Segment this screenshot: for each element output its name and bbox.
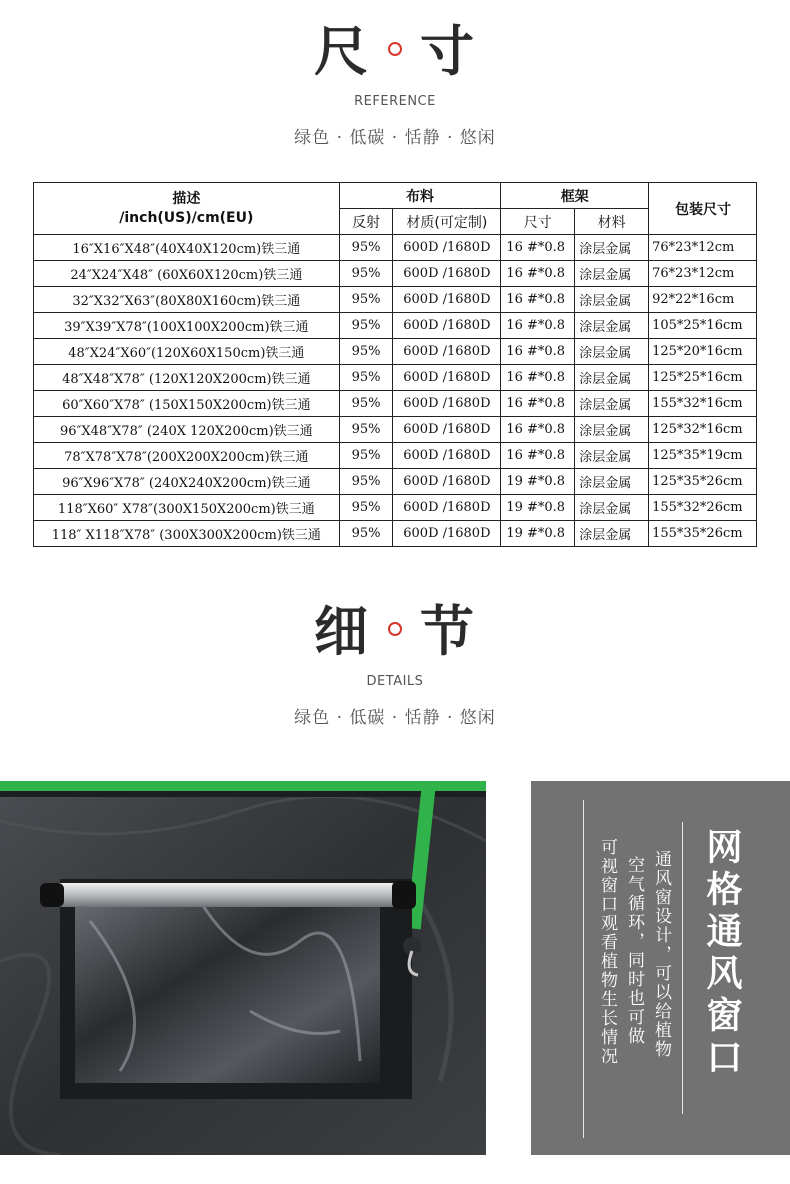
cell-description: 96″X48″X78″ (240X 120X200cm)铁三通 bbox=[34, 417, 340, 443]
cell-material: 600D /1680D bbox=[393, 313, 501, 339]
cell-frame-size: 19 #*0.8 bbox=[501, 521, 575, 547]
cell-reflect: 95% bbox=[339, 339, 393, 365]
cell-material: 600D /1680D bbox=[393, 521, 501, 547]
header-fabric: 布料 bbox=[339, 183, 501, 209]
cell-frame-material: 涂层金属 bbox=[575, 495, 649, 521]
cell-frame-material: 涂层金属 bbox=[575, 235, 649, 261]
cell-frame-size: 16 #*0.8 bbox=[501, 235, 575, 261]
panel-divider-right bbox=[682, 822, 683, 1114]
spec-table-body bbox=[34, 235, 757, 547]
table-row bbox=[34, 313, 757, 339]
cell-reflect: 95% bbox=[339, 261, 393, 287]
size-spec-table bbox=[33, 182, 757, 547]
title-char-right: 寸 bbox=[420, 20, 476, 83]
vent-window-photo bbox=[0, 781, 486, 1155]
header-description-units: /inch(US)/cm(EU) bbox=[119, 209, 254, 226]
cell-package-size: 125*35*19cm bbox=[649, 443, 757, 469]
title-char-left: 细 bbox=[314, 600, 370, 663]
table-row bbox=[34, 391, 757, 417]
cell-description: 78″X78″X78″(200X200X200cm)铁三通 bbox=[34, 443, 340, 469]
cell-material: 600D /1680D bbox=[393, 235, 501, 261]
cell-frame-material: 涂层金属 bbox=[575, 365, 649, 391]
details-heading bbox=[0, 602, 790, 728]
cell-reflect: 95% bbox=[339, 235, 393, 261]
cell-package-size: 155*32*26cm bbox=[649, 495, 757, 521]
cell-frame-material: 涂层金属 bbox=[575, 261, 649, 287]
cell-reflect: 95% bbox=[339, 521, 393, 547]
cell-material: 600D /1680D bbox=[393, 365, 501, 391]
header-frame-material: 材料 bbox=[575, 209, 649, 235]
section-slogan: 绿色 · 低碳 · 恬静 · 悠闲 bbox=[294, 708, 496, 728]
cell-frame-size: 16 #*0.8 bbox=[501, 287, 575, 313]
section-title bbox=[0, 602, 790, 662]
cell-frame-material: 涂层金属 bbox=[575, 287, 649, 313]
cell-package-size: 76*23*12cm bbox=[649, 235, 757, 261]
cell-material: 600D /1680D bbox=[393, 469, 501, 495]
cell-description: 60″X60″X78″ (150X150X200cm)铁三通 bbox=[34, 391, 340, 417]
cell-frame-material: 涂层金属 bbox=[575, 391, 649, 417]
cell-reflect: 95% bbox=[339, 313, 393, 339]
table-row bbox=[34, 235, 757, 261]
cell-package-size: 125*32*16cm bbox=[649, 417, 757, 443]
cell-package-size: 105*25*16cm bbox=[649, 313, 757, 339]
cell-package-size: 155*35*26cm bbox=[649, 521, 757, 547]
grow-tent-vent-illustration bbox=[0, 781, 486, 1155]
cell-reflect: 95% bbox=[339, 495, 393, 521]
section-title bbox=[0, 22, 790, 82]
cell-material: 600D /1680D bbox=[393, 287, 501, 313]
cell-description: 118″ X118″X78″ (300X300X200cm)铁三通 bbox=[34, 521, 340, 547]
header-reflect: 反射 bbox=[339, 209, 393, 235]
description-line-1: 通风窗设计，可以给植物 bbox=[651, 850, 671, 1059]
cell-description: 32″X32″X63″(80X80X160cm)铁三通 bbox=[34, 287, 340, 313]
cell-frame-size: 16 #*0.8 bbox=[501, 391, 575, 417]
cell-reflect: 95% bbox=[339, 443, 393, 469]
header-description-title: 描述 bbox=[172, 190, 201, 207]
cell-frame-size: 19 #*0.8 bbox=[501, 469, 575, 495]
cell-reflect: 95% bbox=[339, 365, 393, 391]
header-description bbox=[34, 183, 340, 235]
title-char-left: 尺 bbox=[314, 20, 370, 83]
cell-frame-size: 16 #*0.8 bbox=[501, 261, 575, 287]
header-frame: 框架 bbox=[501, 183, 649, 209]
cell-reflect: 95% bbox=[339, 391, 393, 417]
table-row bbox=[34, 261, 757, 287]
panel-divider-left bbox=[583, 800, 584, 1138]
cell-package-size: 155*32*16cm bbox=[649, 391, 757, 417]
cell-material: 600D /1680D bbox=[393, 261, 501, 287]
section-subtitle: DETAILS bbox=[366, 674, 424, 689]
cell-frame-size: 16 #*0.8 bbox=[501, 313, 575, 339]
cell-frame-material: 涂层金属 bbox=[575, 417, 649, 443]
cell-package-size: 125*20*16cm bbox=[649, 339, 757, 365]
table-row bbox=[34, 417, 757, 443]
title-char-right: 节 bbox=[420, 600, 476, 663]
cell-frame-size: 16 #*0.8 bbox=[501, 339, 575, 365]
title-dot-icon bbox=[388, 42, 402, 56]
cell-material: 600D /1680D bbox=[393, 495, 501, 521]
section-subtitle: REFERENCE bbox=[354, 94, 436, 109]
cell-description: 96″X96″X78″ (240X240X200cm)铁三通 bbox=[34, 469, 340, 495]
reference-heading bbox=[0, 22, 790, 148]
cell-frame-size: 16 #*0.8 bbox=[501, 417, 575, 443]
cell-reflect: 95% bbox=[339, 287, 393, 313]
table-row bbox=[34, 287, 757, 313]
title-dot-icon bbox=[388, 622, 402, 636]
cell-frame-size: 19 #*0.8 bbox=[501, 495, 575, 521]
cell-description: 16″X16″X48″(40X40X120cm)铁三通 bbox=[34, 235, 340, 261]
section-slogan: 绿色 · 低碳 · 恬静 · 悠闲 bbox=[294, 128, 496, 148]
cell-description: 118″X60″ X78″(300X150X200cm)铁三通 bbox=[34, 495, 340, 521]
cell-frame-material: 涂层金属 bbox=[575, 469, 649, 495]
table-row bbox=[34, 443, 757, 469]
table-row bbox=[34, 365, 757, 391]
cell-package-size: 125*35*26cm bbox=[649, 469, 757, 495]
vent-window-title: 网格通风窗口 bbox=[701, 828, 742, 1080]
cell-frame-material: 涂层金属 bbox=[575, 339, 649, 365]
table-row bbox=[34, 495, 757, 521]
cell-frame-size: 16 #*0.8 bbox=[501, 365, 575, 391]
header-package: 包装尺寸 bbox=[649, 183, 757, 235]
cell-material: 600D /1680D bbox=[393, 417, 501, 443]
cell-description: 48″X48″X78″ (120X120X200cm)铁三通 bbox=[34, 365, 340, 391]
description-line-2: 空气循环，同时也可做 bbox=[624, 856, 644, 1046]
cell-material: 600D /1680D bbox=[393, 391, 501, 417]
cell-frame-material: 涂层金属 bbox=[575, 443, 649, 469]
cell-package-size: 92*22*16cm bbox=[649, 287, 757, 313]
cell-material: 600D /1680D bbox=[393, 443, 501, 469]
table-row bbox=[34, 521, 757, 547]
cell-frame-material: 涂层金属 bbox=[575, 313, 649, 339]
cell-description: 24″X24″X48″ (60X60X120cm)铁三通 bbox=[34, 261, 340, 287]
cell-material: 600D /1680D bbox=[393, 339, 501, 365]
cell-frame-material: 涂层金属 bbox=[575, 521, 649, 547]
cell-frame-size: 16 #*0.8 bbox=[501, 443, 575, 469]
table-row bbox=[34, 339, 757, 365]
description-line-3: 可视窗口观看植物生长情况 bbox=[597, 838, 617, 1066]
header-size: 尺寸 bbox=[501, 209, 575, 235]
cell-description: 39″X39″X78″(100X100X200cm)铁三通 bbox=[34, 313, 340, 339]
cell-description: 48″X24″X60″(120X60X150cm)铁三通 bbox=[34, 339, 340, 365]
header-material: 材质(可定制) bbox=[393, 209, 501, 235]
cell-package-size: 125*25*16cm bbox=[649, 365, 757, 391]
vent-window-description bbox=[593, 838, 674, 1098]
cell-package-size: 76*23*12cm bbox=[649, 261, 757, 287]
table-row bbox=[34, 469, 757, 495]
cell-reflect: 95% bbox=[339, 469, 393, 495]
cell-reflect: 95% bbox=[339, 417, 393, 443]
